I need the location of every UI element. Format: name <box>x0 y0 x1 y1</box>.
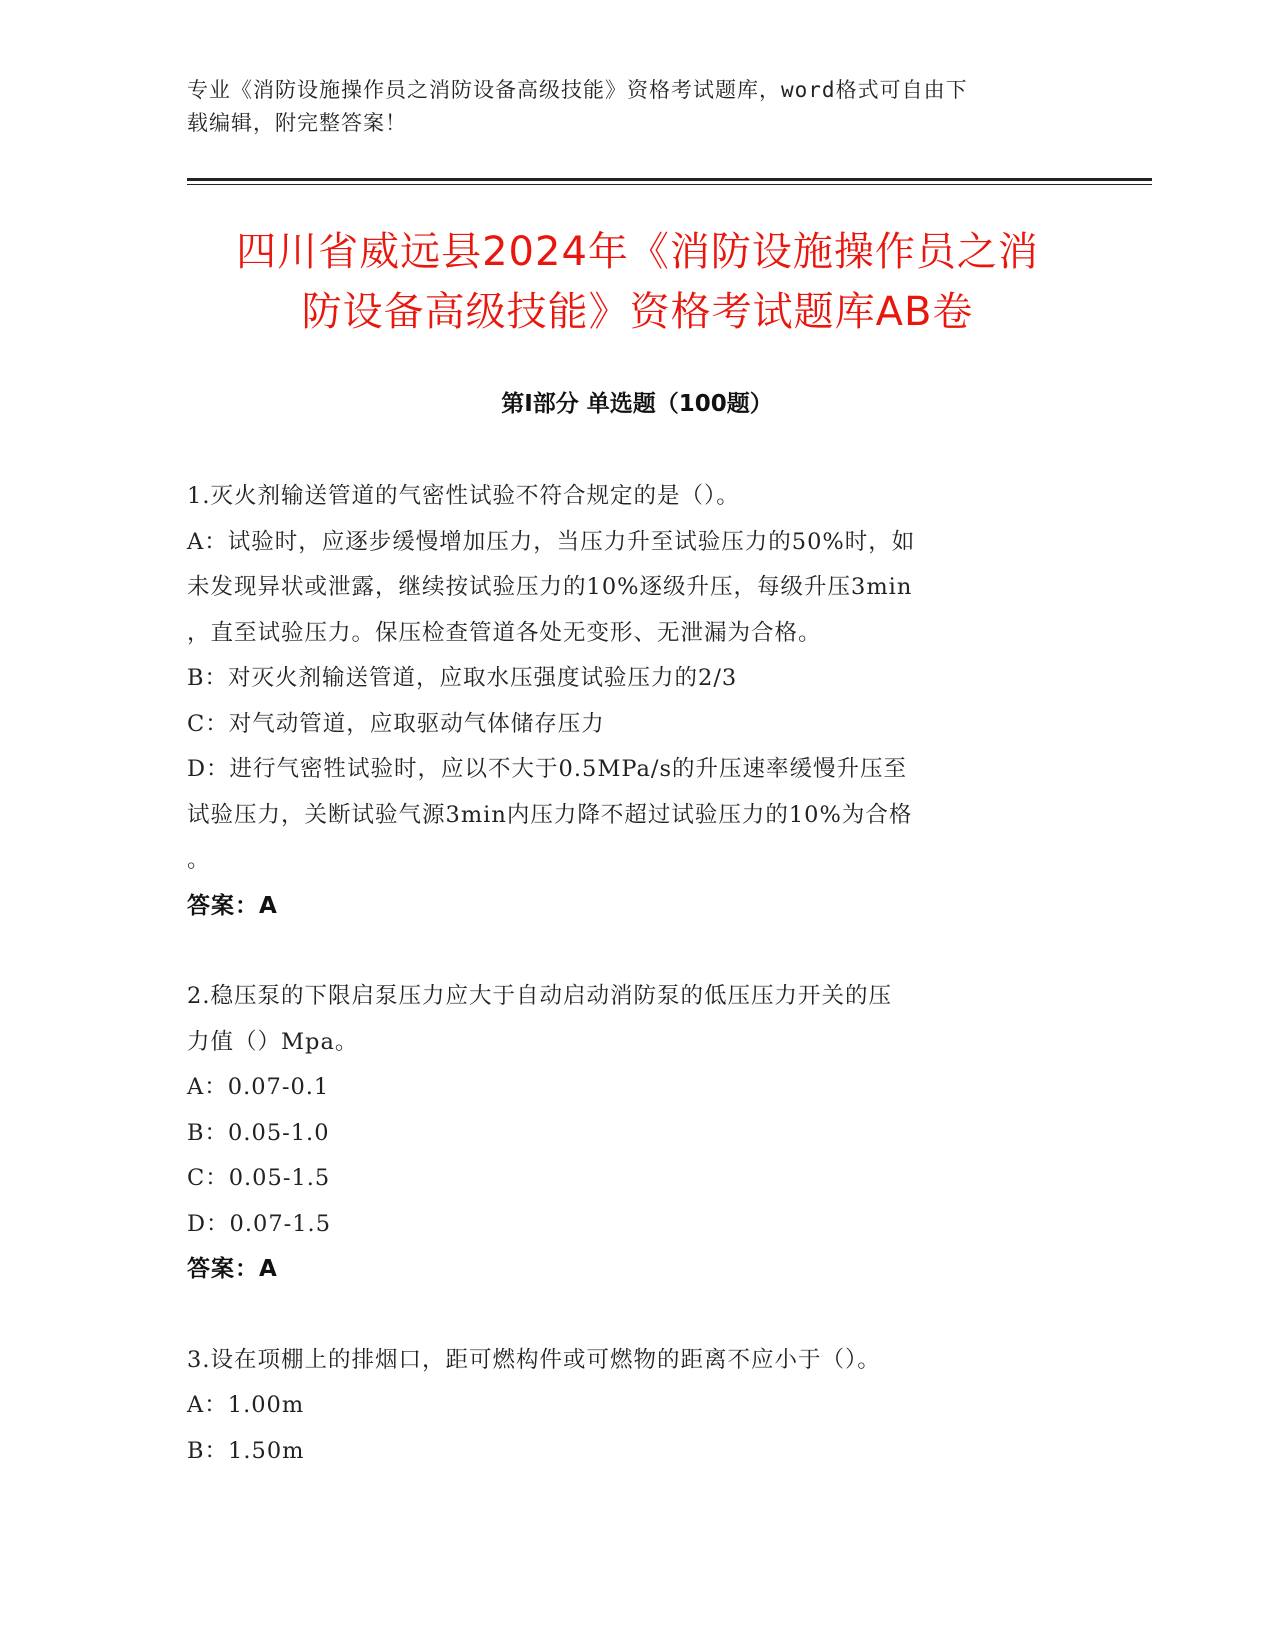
option-b: B：0.05-1.0 <box>187 1119 330 1146</box>
section-title: 第Ⅰ部分 单选题（100题） <box>501 391 773 417</box>
option-c: C：对气动管道，应取驱动气体储存压力 <box>187 710 605 737</box>
option-d-continued: 试验压力，关断试验气源3min内压力降不超过试验压力的10%为合格 <box>187 801 913 828</box>
question-3 <box>187 1338 1067 1475</box>
question-spacer <box>187 1293 1067 1338</box>
header-rule-thin <box>187 184 1152 185</box>
question-text: 1.灭火剂输送管道的气密性试验不符合规定的是（）。 <box>187 483 740 509</box>
question-list <box>187 474 1067 1474</box>
option-b: B：对灭火剂输送管道，应取水压强度试验压力的2/3 <box>187 665 738 691</box>
question-text-continued: 力值（）Mpa。 <box>187 1028 359 1055</box>
option-d: D：0.07-1.5 <box>187 1210 332 1237</box>
question-spacer <box>187 929 1067 974</box>
header-note-line: 专业《消防设施操作员之消防设备高级技能》资格考试题库，word格式可自由下 <box>187 78 968 102</box>
answer: 答案：A <box>187 892 278 919</box>
option-c: C：0.05-1.5 <box>187 1165 331 1191</box>
header-rule-thick <box>187 178 1152 181</box>
question-1 <box>187 474 1067 929</box>
option-b: B：1.50m <box>187 1437 305 1464</box>
document-title-line: 四川省威远县2024年《消防设施操作员之消 <box>236 229 1039 275</box>
option-a: A：试验时，应逐步缓慢增加压力，当压力升至试验压力的50%时，如 <box>187 528 916 555</box>
header-note-line: 载编辑，附完整答案！ <box>187 111 407 135</box>
question-text: 3.设在项棚上的排烟口，距可燃构件或可燃物的距离不应小于（）。 <box>187 1346 881 1373</box>
option-a-continued: 未发现异状或泄露，继续按试验压力的10%逐级升压，每级升压3min <box>187 574 913 600</box>
answer: 答案：A <box>187 1256 278 1282</box>
option-a: A：1.00m <box>187 1392 305 1418</box>
option-a: A：0.07-0.1 <box>187 1074 330 1100</box>
question-text: 2.稳压泵的下限启泵压力应大于自动启动消防泵的低压压力开关的压 <box>187 983 892 1009</box>
option-d-continued: 。 <box>187 847 211 873</box>
header-note <box>187 74 1067 140</box>
document-title-line: 防设备高级技能》资格考试题库AB卷 <box>301 289 974 335</box>
option-a-continued: ，直至试验压力。保压检查管道各处无变形、无泄漏为合格。 <box>187 619 822 646</box>
document-title <box>160 222 1115 342</box>
question-2 <box>187 974 1067 1293</box>
option-d: D：进行气密牲试验时，应以不大于0.5MPa/s的升压速率缓慢升压至 <box>187 756 908 782</box>
